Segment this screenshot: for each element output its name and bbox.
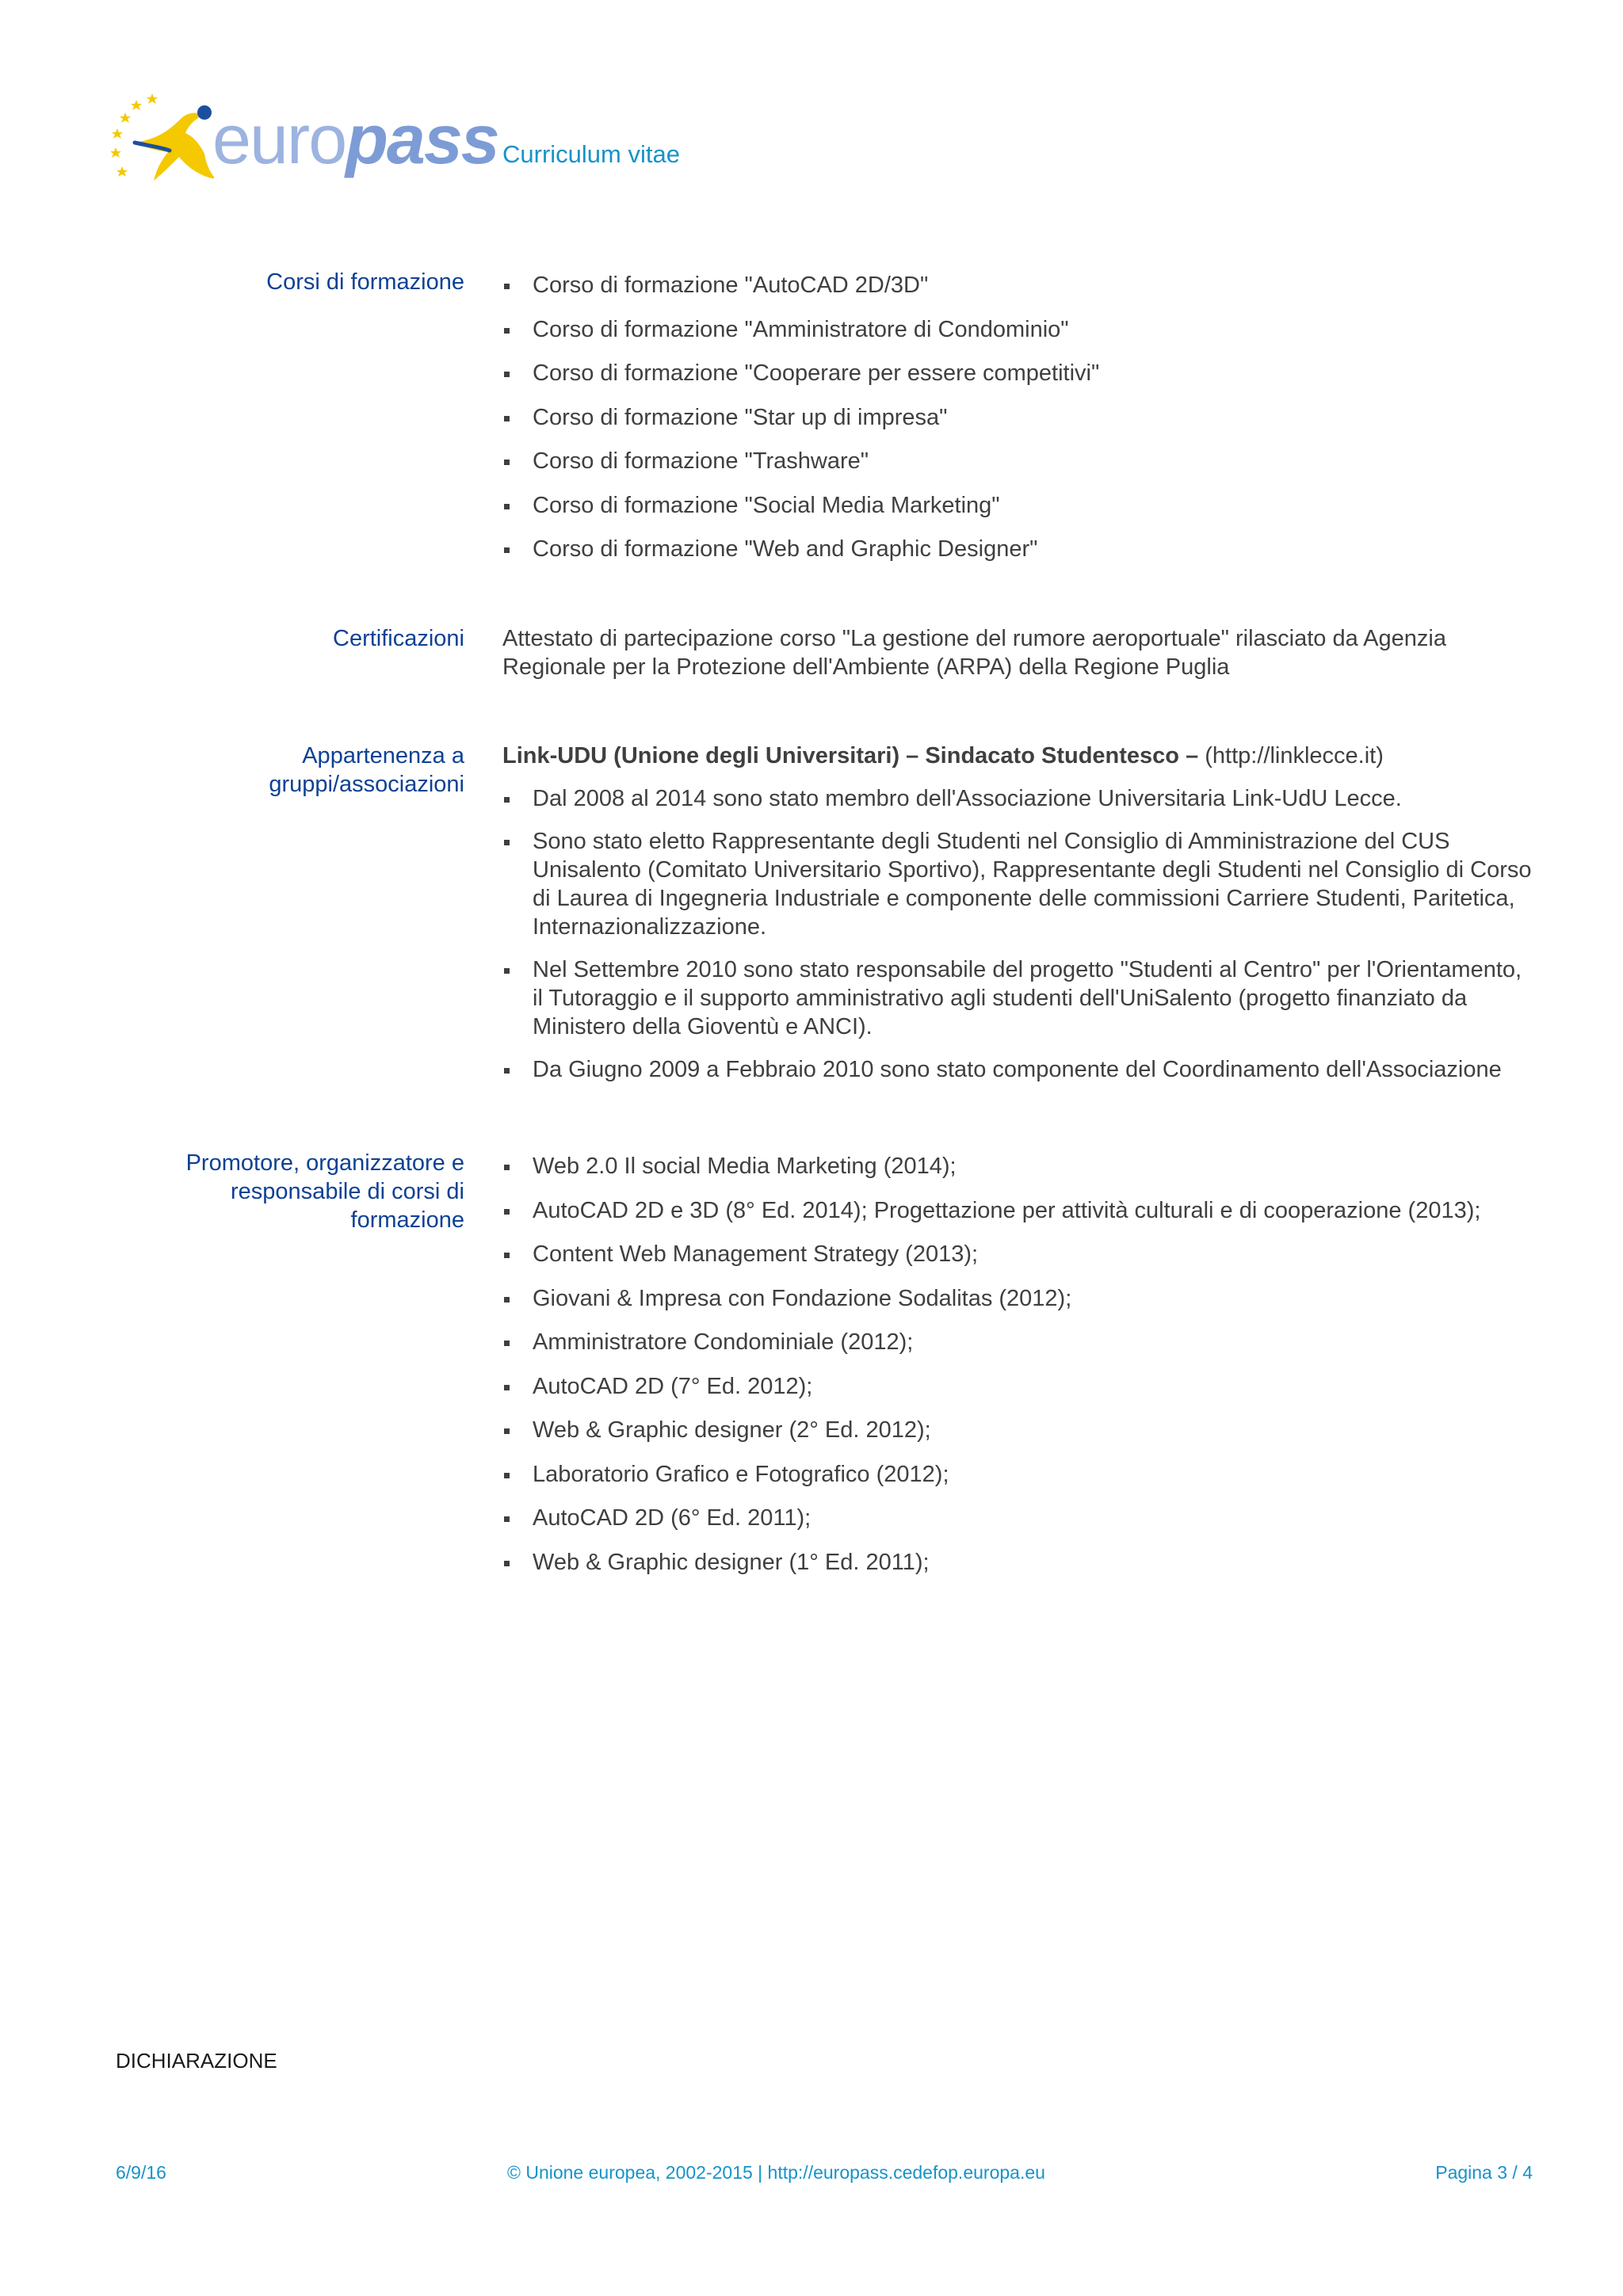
list-item: Corso di formazione "Cooperare per essere competitivi"	[502, 359, 1533, 403]
section-label-promotore: Promotore, organizzatore e responsabile di corsi di formazione	[185, 1150, 464, 1233]
list-item: Web & Graphic designer (1° Ed. 2011);	[502, 1548, 1533, 1592]
footer-page-number: Pagina 3 / 4	[1435, 2162, 1533, 2183]
footer-copyright[interactable]: © Unione europea, 2002-2015 | http://europass.cedefop.europa.eu	[507, 2162, 1045, 2183]
list-item: Content Web Management Strategy (2013);	[502, 1240, 1533, 1284]
appartenenza-heading	[502, 742, 1533, 770]
association-link[interactable]: (http://linklecce.it)	[1205, 743, 1384, 769]
section-label-appartenenza-text: Appartenenza a gruppi/associazioni	[269, 743, 464, 797]
europass-wordmark: europass	[212, 100, 498, 178]
europass-emblem-icon	[111, 87, 214, 198]
list-item: Corso di formazione "AutoCAD 2D/3D"	[502, 271, 1533, 315]
list-item: Corso di formazione "Social Media Marketing"	[502, 491, 1533, 536]
association-name: Link-UDU (Unione degli Universitari) – Sindacato Studentesco –	[502, 743, 1199, 769]
section-label-corsi: Corsi di formazione	[266, 269, 464, 295]
list-item: Giovani & Impresa con Fondazione Sodalitas (2012);	[502, 1284, 1533, 1329]
section-label-appartenenza	[143, 742, 464, 799]
list-item: Corso di formazione "Star up di impresa"	[502, 403, 1533, 448]
dichiarazione-heading: DICHIARAZIONE	[116, 2049, 277, 2073]
list-item: AutoCAD 2D (7° Ed. 2012);	[502, 1372, 1533, 1417]
list-item: Da Giugno 2009 a Febbraio 2010 sono stato componente del Coordinamento dell'Associazione	[502, 1055, 1533, 1084]
footer-date: 6/9/16	[116, 2162, 166, 2183]
list-item: Web 2.0 Il social Media Marketing (2014);	[502, 1152, 1533, 1196]
list-item: Dal 2008 al 2014 sono stato membro dell'Associazione Universitaria Link-UdU Lecce.	[502, 784, 1533, 813]
list-item: Laboratorio Grafico e Fotografico (2012);	[502, 1460, 1533, 1505]
appartenenza-list	[502, 784, 1533, 1084]
list-item: Sono stato eletto Rappresentante degli Studenti nel Consiglio di Amministrazione del CUS Unisalento (Comitato Universitario Sportivo), Rappresentante degli Studenti nel Consiglio di Corso di Laurea di Ingegneria Industriale e componente delle commissioni Carriere Studenti, Paritetica, Internazionalizzazione.	[502, 827, 1533, 941]
list-item: Nel Settembre 2010 sono stato responsabile del progetto "Studenti al Centro" per l'Orientamento, il Tutoraggio e il supporto amministrativo agli studenti dell'UniSalento (progetto finanziato da Ministero della Gioventù e ANCI).	[502, 955, 1533, 1041]
promotore-list	[502, 1152, 1533, 1592]
certificazioni-text: Attestato di partecipazione corso "La gestione del rumore aeroportuale" rilasciato da Agenzia Regionale per la Protezione dell'Ambiente (ARPA) della Regione Puglia	[502, 626, 1446, 680]
certificazioni-text-container	[502, 624, 1453, 681]
corsi-list	[502, 271, 1533, 579]
list-item: Web & Graphic designer (2° Ed. 2012);	[502, 1416, 1533, 1460]
corsi-list-container	[502, 271, 1533, 579]
europass-logo	[111, 87, 498, 198]
list-item: Corso di formazione "Web and Graphic Designer"	[502, 535, 1533, 579]
list-item: Corso di formazione "Amministratore di Condominio"	[502, 315, 1533, 360]
page-title: Curriculum vitae	[502, 140, 680, 168]
list-item: AutoCAD 2D (6° Ed. 2011);	[502, 1504, 1533, 1548]
list-item: Corso di formazione "Trashware"	[502, 447, 1533, 491]
list-item: Amministratore Condominiale (2012);	[502, 1328, 1533, 1372]
section-label-certificazioni: Certificazioni	[333, 626, 464, 651]
promotore-list-container	[502, 1152, 1533, 1592]
appartenenza-content	[502, 742, 1533, 1098]
list-item: AutoCAD 2D e 3D (8° Ed. 2014); Progettazione per attività culturali e di cooperazione (2013);	[502, 1196, 1533, 1241]
